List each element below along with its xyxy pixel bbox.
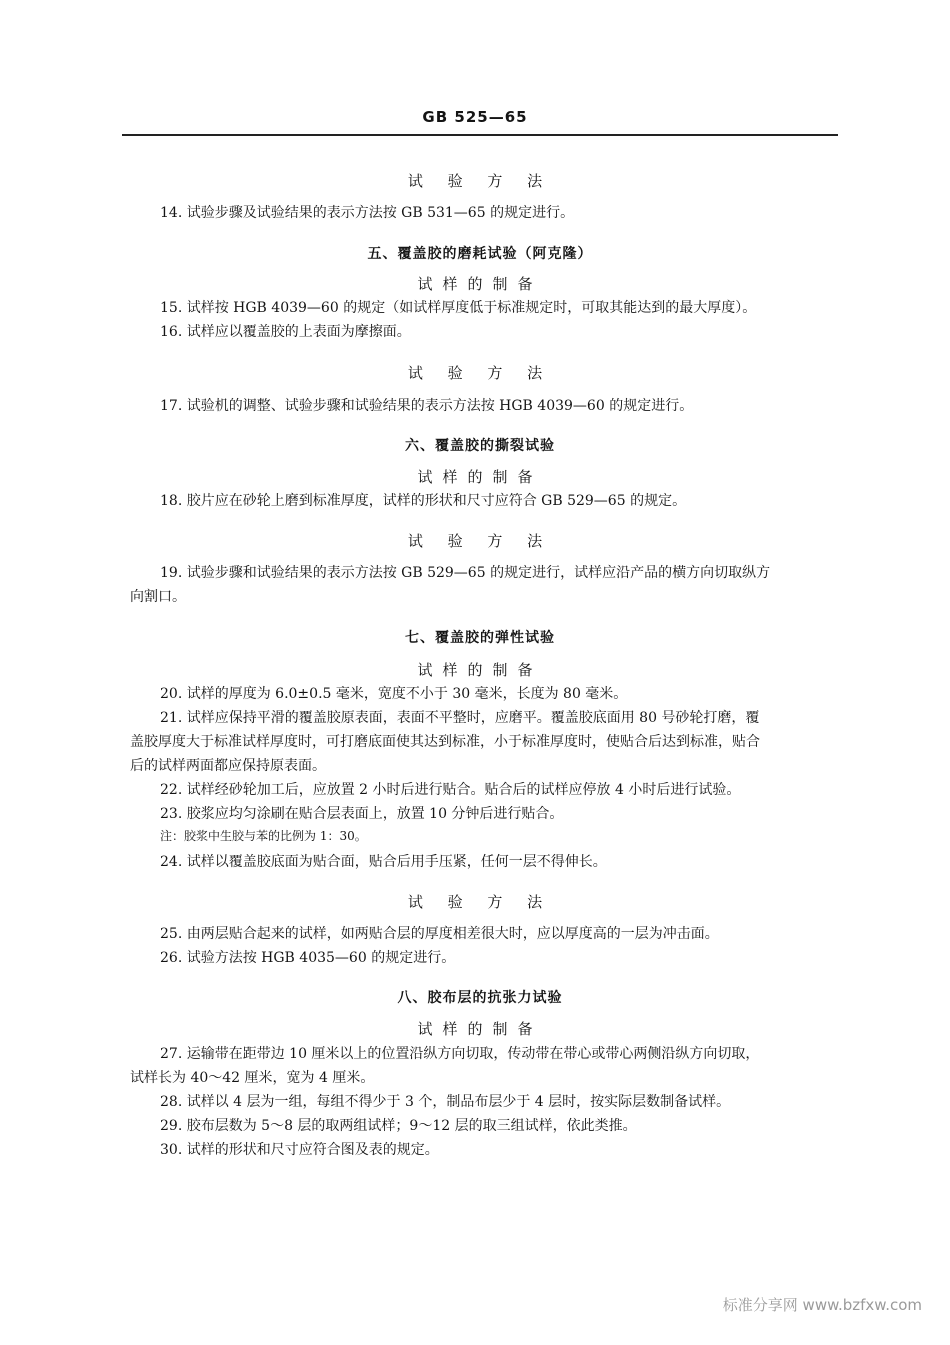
clause-28: 28. 试样以 4 层为一组，每组不得少于 3 个，制品布层少于 4 层时，按实际层数制备试样。 (160, 1094, 731, 1110)
clause-23: 23. 胶浆应均匀涂刷在贴合层表面上，放置 10 分钟后进行贴合。 (160, 806, 564, 822)
subheading-test-method: 试 验 方 法 (407, 364, 553, 382)
section-6-heading: 六、覆盖胶的撕裂试验 (405, 438, 555, 454)
subheading-sample-prep: 试样的制备 (417, 1020, 543, 1038)
header-rule (122, 134, 838, 136)
clause-22: 22. 试样经砂轮加工后，应放置 2 小时后进行贴合。贴合后的试样应停放 4 小时后进行试验。 (160, 782, 741, 798)
clause-30: 30. 试样的形状和尺寸应符合图及表的规定。 (160, 1142, 439, 1158)
site-watermark: 标准分享网 www.bzfxw.com (722, 1296, 922, 1314)
clause-18: 18. 胶片应在砂轮上磨到标准厚度，试样的形状和尺寸应符合 GB 529—65 的规定。 (160, 493, 687, 509)
subheading-test-method: 试 验 方 法 (407, 893, 553, 911)
subheading-test-method: 试 验 方 法 (407, 532, 553, 550)
subheading-sample-prep: 试样的制备 (417, 661, 543, 679)
clause-27-line-2: 试样长为 40～42 厘米，宽为 4 厘米。 (130, 1070, 375, 1086)
document-code-header: GB 525—65 (422, 108, 528, 126)
section-5-heading: 五、覆盖胶的磨耗试验（阿克隆） (367, 246, 593, 262)
subheading-test-method: 试 验 方 法 (407, 172, 553, 190)
clause-21-line-3: 后的试样两面都应保持原表面。 (130, 758, 326, 774)
subheading-sample-prep: 试样的制备 (417, 275, 543, 293)
clause-27-line-1: 27. 运输带在距带边 10 厘米以上的位置沿纵方向切取，传动带在带心或带心两侧沿纵方向切取， (160, 1046, 760, 1062)
subheading-sample-prep: 试样的制备 (417, 468, 543, 486)
clause-15: 15. 试样按 HGB 4039—60 的规定（如试样厚度低于标准规定时，可取其能达到的最大厚度）。 (160, 300, 757, 316)
clause-25: 25. 由两层贴合起来的试样，如两贴合层的厚度相差很大时，应以厚度高的一层为冲击面。 (160, 926, 719, 942)
clause-21-line-1: 21. 试样应保持平滑的覆盖胶原表面，表面不平整时，应磨平。覆盖胶底面用 80 号砂轮打磨，覆 (160, 710, 760, 726)
clause-24: 24. 试样以覆盖胶底面为贴合面，贴合后用手压紧，任何一层不得伸长。 (160, 854, 607, 870)
clause-14: 14. 试验步骤及试验结果的表示方法按 GB 531—65 的规定进行。 (160, 205, 575, 221)
clause-21-line-2: 盖胶厚度大于标准试样厚度时，可打磨底面使其达到标准，小于标准厚度时，使贴合后达到标准，贴合 (130, 734, 760, 750)
clause-26: 26. 试验方法按 HGB 4035—60 的规定进行。 (160, 950, 456, 966)
clause-19-line-2: 向割口。 (130, 589, 186, 605)
section-7-heading: 七、覆盖胶的弹性试验 (405, 630, 555, 646)
clause-29: 29. 胶布层数为 5～8 层的取两组试样；9～12 层的取三组试样，依此类推。 (160, 1118, 637, 1134)
clause-17: 17. 试验机的调整、试验步骤和试验结果的表示方法按 HGB 4039—60 的规定进行。 (160, 398, 694, 414)
clause-19-line-1: 19. 试验步骤和试验结果的表示方法按 GB 529—65 的规定进行，试样应沿产品的横方向切取纵方 (160, 565, 771, 581)
note: 注：胶浆中生胶与苯的比例为 1：30。 (160, 829, 367, 843)
clause-20: 20. 试样的厚度为 6.0±0.5 毫米，宽度不小于 30 毫米，长度为 80 毫米。 (160, 686, 628, 702)
clause-16: 16. 试样应以覆盖胶的上表面为摩擦面。 (160, 324, 411, 340)
section-8-heading: 八、胶布层的抗张力试验 (397, 990, 563, 1006)
